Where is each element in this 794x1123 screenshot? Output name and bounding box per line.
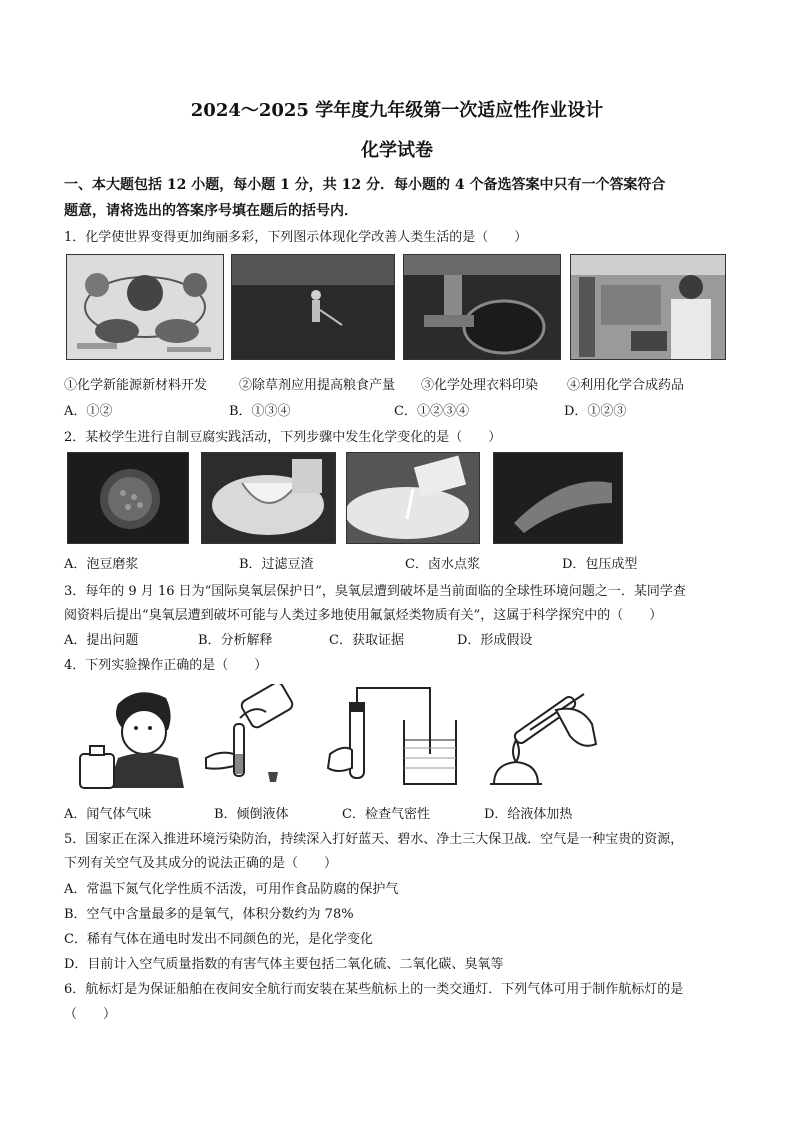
q2-image-coagulating — [346, 452, 480, 544]
q6-line2: （ ） — [64, 1007, 117, 1022]
q5-option-a[interactable]: A．常温下氮气化学性质不活泼，可用作食品防腐的保护气 — [64, 882, 399, 897]
section-instructions-line1: 一、本大题包括 12 小题，每小题 1 分，共 12 分．每小题的 4 个备选答案中只有一个答案符合 — [64, 177, 666, 193]
q5-option-c[interactable]: C．稀有气体在通电时发出不同颜色的光，是化学变化 — [64, 932, 373, 947]
q1-caption-2: ②除草剂应用提高粮食产量 — [239, 378, 396, 393]
q4-option-d[interactable]: D．给液体加热 — [484, 807, 573, 822]
q4-drawing-pouring — [204, 684, 304, 790]
q4-drawing-heating — [480, 684, 600, 790]
q1-image-dyeing — [403, 254, 561, 360]
q4-drawing-airtightness — [320, 684, 460, 790]
q4-drawing-smelling — [78, 684, 188, 790]
exam-subtitle: 化学试卷 — [361, 140, 433, 161]
q1-caption-4: ④利用化学合成药品 — [567, 378, 685, 393]
q2-option-b[interactable]: B．过滤豆渣 — [239, 557, 314, 572]
q4-option-a[interactable]: A．闻气体气味 — [64, 807, 152, 822]
q5-option-b[interactable]: B．空气中含量最多的是氧气，体积分数约为 78% — [64, 907, 354, 922]
q3-option-a[interactable]: A．提出问题 — [64, 633, 139, 648]
q3-line2: 阅资料后提出“臭氧层遭到破坏可能与人类过多地使用氟氯烃类物质有关”，这属于科学探究中的（ ） — [64, 608, 663, 623]
q2-stem: 2．某校学生进行自制豆腐实践活动，下列步骤中发生化学变化的是（ ） — [64, 430, 502, 445]
q1-option-a[interactable]: A．①② — [64, 404, 113, 419]
q2-option-a[interactable]: A．泡豆磨浆 — [64, 557, 139, 572]
q5-option-d[interactable]: D．目前计入空气质量指数的有害气体主要包括二氧化硫、二氧化碳、臭氧等 — [64, 957, 504, 972]
q1-stem: 1．化学使世界变得更加绚丽多彩，下列图示体现化学改善人类生活的是（ ） — [64, 230, 528, 245]
q4-stem: 4．下列实验操作正确的是（ ） — [64, 658, 268, 673]
q2-option-d[interactable]: D．包压成型 — [562, 557, 638, 572]
q3-option-b[interactable]: B．分析解释 — [198, 633, 273, 648]
q2-option-c[interactable]: C．卤水点浆 — [405, 557, 480, 572]
q1-image-herbicide — [231, 254, 395, 360]
section-instructions-line2: 题意，请将选出的答案序号填在题后的括号内． — [64, 203, 358, 219]
q1-image-medicine — [570, 254, 726, 360]
q3-option-d[interactable]: D．形成假设 — [457, 633, 533, 648]
q3-option-c[interactable]: C．获取证据 — [329, 633, 404, 648]
exam-title: 2024～2025 学年度九年级第一次适应性作业设计 — [190, 100, 604, 121]
q1-option-d[interactable]: D．①②③ — [564, 404, 627, 419]
q2-image-grinding — [67, 452, 189, 544]
q3-line1: 3．每年的 9 月 16 日为“国际臭氧层保护日”，臭氧层遭到破坏是当前面临的全球性环境问题之一．某同学查 — [64, 584, 686, 599]
q2-image-filtering — [201, 452, 336, 544]
q4-option-c[interactable]: C．检查气密性 — [342, 807, 430, 822]
q6-line1: 6．航标灯是为保证船舶在夜间安全航行而安装在某些航标上的一类交通灯．下列气体可用于制作航标灯的是 — [64, 982, 684, 997]
q2-image-pressing — [493, 452, 623, 544]
q1-image-new-energy — [66, 254, 224, 360]
q1-option-b[interactable]: B．①③④ — [229, 404, 291, 419]
q5-line1: 5．国家正在深入推进环境污染防治，持续深入打好蓝天、碧水、净土三大保卫战．空气是一种宝贵的资源， — [64, 832, 684, 847]
q1-caption-1: ①化学新能源新材料开发 — [64, 378, 208, 393]
q5-line2: 下列有关空气及其成分的说法正确的是（ ） — [64, 856, 338, 871]
q4-option-b[interactable]: B．倾倒液体 — [214, 807, 289, 822]
q1-caption-3: ③化学处理衣料印染 — [421, 378, 539, 393]
q1-option-c[interactable]: C．①②③④ — [394, 404, 469, 419]
